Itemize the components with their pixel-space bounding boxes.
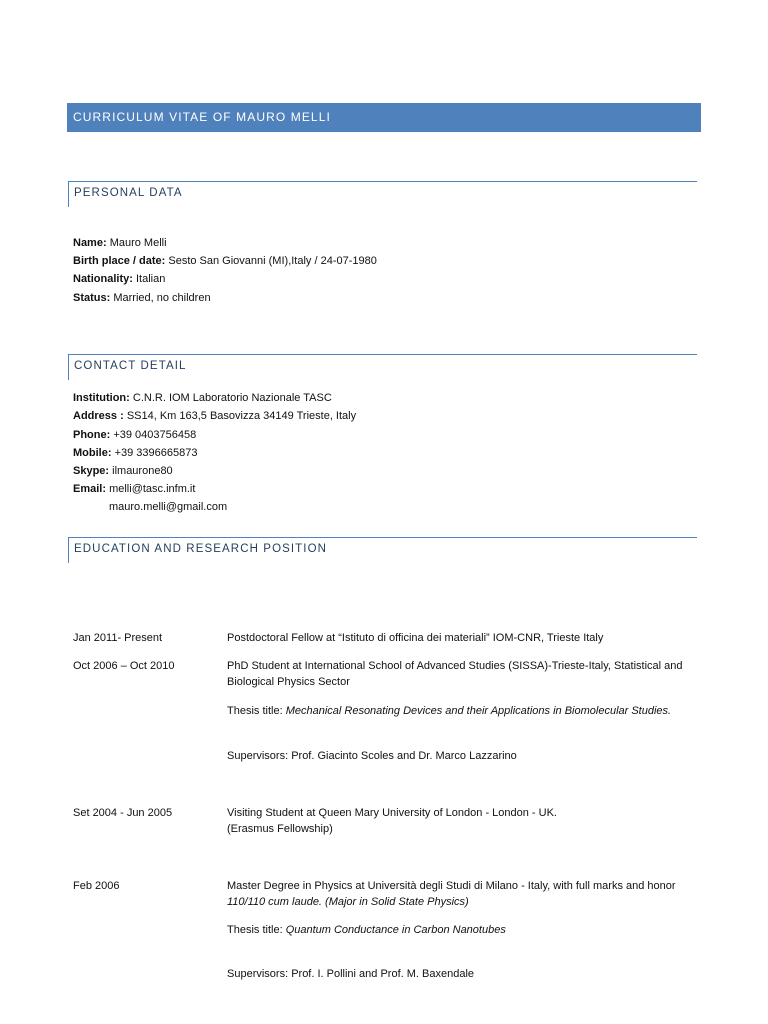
status-value: Married, no children — [113, 292, 211, 304]
name-label: Name: — [73, 237, 107, 249]
supervisors: Supervisors: Prof. Giacinto Scoles and Dr. Marco Lazzarino — [227, 750, 517, 762]
address-row — [73, 409, 356, 423]
thesis-row — [227, 703, 697, 719]
phone-value: +39 0403756458 — [113, 429, 197, 441]
nationality-label: Nationality: — [73, 273, 133, 285]
entry-date: Jan 2011- Present — [73, 632, 163, 644]
entry-description — [227, 878, 697, 910]
nationality-value: Italian — [135, 273, 166, 285]
birth-label: Birth place / date: — [73, 255, 166, 267]
phone-label: Phone: — [73, 429, 111, 441]
status-label: Status: — [73, 292, 111, 304]
status-row — [73, 291, 211, 305]
birth-row — [73, 254, 377, 268]
email-row — [73, 482, 195, 496]
address-value: SS14, Km 163,5 Basovizza 34149 Trieste, Italy — [126, 410, 357, 422]
skype-label: Skype: — [73, 465, 110, 477]
degree-text: Master Degree in Physics at Università degli Studi di Milano - Italy, with full marks and honor — [227, 880, 676, 892]
nationality-row — [73, 272, 165, 286]
mobile-label: Mobile: — [73, 447, 112, 459]
contact-detail-heading: CONTACT DETAIL — [68, 354, 697, 380]
degree-honor: 110/110 cum laude. (Major in Solid State Physics) — [227, 896, 469, 908]
skype-row — [73, 464, 173, 478]
cv-title: CURRICULUM VITAE OF MAURO MELLI — [67, 103, 701, 132]
entry-date: Feb 2006 — [73, 880, 120, 892]
mobile-value: +39 3396665873 — [114, 447, 198, 459]
institution-label: Institution: — [73, 392, 130, 404]
entry-date: Oct 2006 – Oct 2010 — [73, 660, 175, 672]
entry-description: Postdoctoral Fellow at “Istituto di officina dei materiali” IOM-CNR, Trieste Italy — [227, 632, 604, 644]
thesis-label: Thesis title: — [227, 705, 286, 717]
entry-description: Visiting Student at Queen Mary University of London - London - UK. — [227, 807, 557, 819]
address-label: Address : — [73, 410, 124, 422]
supervisors: Supervisors: Prof. I. Pollini and Prof. M. Baxendale — [227, 968, 475, 980]
thesis-label: Thesis title: — [227, 924, 286, 936]
thesis-title: Mechanical Resonating Devices and their Applications in Biomolecular Studies. — [285, 705, 672, 717]
thesis-title: Quantum Conductance in Carbon Nanotubes — [285, 924, 506, 936]
email-link[interactable]: melli@tasc.infm.it — [109, 483, 196, 495]
entry-description: PhD Student at International School of Advanced Studies (SISSA)-Trieste-Italy, Statistical and Biological Physics Sector — [227, 660, 683, 688]
skype-value: ilmaurone80 — [112, 465, 173, 477]
name-value: Mauro Melli — [109, 237, 167, 249]
entry-description-note: (Erasmus Fellowship) — [227, 823, 333, 835]
education-heading: EDUCATION AND RESEARCH POSITION — [68, 537, 697, 563]
personal-data-heading: PERSONAL DATA — [68, 181, 697, 207]
phone-row — [73, 428, 196, 442]
birth-value: Sesto San Giovanni (MI),Italy / 24-07-1980 — [168, 255, 377, 267]
thesis-row — [227, 922, 697, 938]
email-label: Email: — [73, 483, 107, 495]
institution-row — [73, 391, 332, 405]
name-row — [73, 236, 167, 250]
institution-value: C.N.R. IOM Laboratorio Nazionale TASC — [132, 392, 332, 404]
email-link-secondary[interactable]: mauro.melli@gmail.com — [109, 501, 228, 513]
entry-date: Set 2004 - Jun 2005 — [73, 807, 173, 819]
mobile-row — [73, 446, 197, 460]
